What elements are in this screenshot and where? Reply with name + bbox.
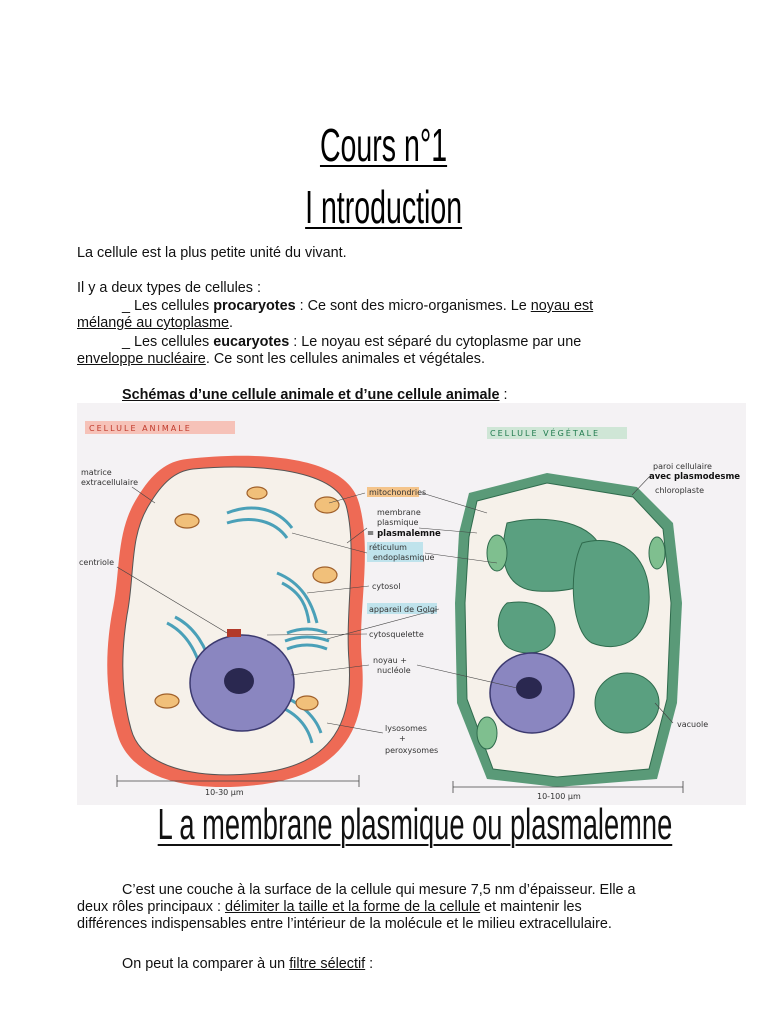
label-membrane: membrane: [377, 508, 421, 517]
label-mitochondries: mitochondries: [369, 488, 427, 497]
schema-caption-line: [77, 387, 677, 404]
intro-title: I ntroduction: [305, 181, 463, 233]
filter-paragraph: [77, 956, 677, 973]
prok-end: .: [229, 315, 233, 331]
plant-cell-title: CELLULE VÉGÉTALE: [490, 429, 601, 438]
filter-b: :: [365, 956, 374, 972]
label-chloroplaste: chloroplaste: [655, 486, 705, 495]
label-plasmodesme: avec plasmodesme: [649, 472, 741, 482]
filter-underline: filtre sélectif: [289, 956, 366, 972]
types-heading: Il y a deux types de cellules :: [77, 280, 261, 296]
filter-a: On peut la comparer à un: [122, 956, 290, 972]
course-title: Cours n°1: [320, 119, 448, 171]
label-vacuole: vacuole: [677, 720, 709, 729]
intro-title-wrap: [0, 180, 768, 234]
label-paroi: paroi cellulaire: [653, 462, 712, 471]
prok-prefix: _ Les cellules: [122, 298, 214, 314]
euk-mid: : Le noyau est séparé du cytoplasme par une: [289, 334, 582, 350]
euk-underline: enveloppe nucléaire: [77, 351, 206, 367]
schema-caption: Schémas d’une cellule animale et d’une cellule animale: [122, 387, 500, 403]
label-centriole: centriole: [79, 558, 115, 567]
label-cytosol: cytosol: [372, 582, 401, 591]
membrane-p1-c: et maintenir les: [480, 899, 582, 915]
intro-line1: La cellule est la plus petite unité du vivant.: [77, 245, 347, 261]
course-title-wrap: [0, 118, 768, 172]
membrane-title-wrap: [0, 800, 768, 850]
euk-bold: eucaryotes: [213, 334, 290, 350]
label-matrice: matrice: [81, 468, 112, 477]
label-nucleole: nucléole: [377, 666, 411, 675]
prok-underline-2: mélangé au cytoplasme: [77, 315, 229, 331]
scale-animal: 10-30 µm: [205, 788, 244, 797]
prok-underline-1: noyau est: [530, 298, 594, 314]
membrane-p1-a: C’est une couche à la surface de la cellule qui mesure 7,5 nm d’épaisseur. Elle a: [122, 882, 636, 898]
label-extracellulaire: extracellulaire: [81, 478, 139, 487]
label-endoplasmique: endoplasmique: [373, 553, 435, 562]
animal-nucleolus: [224, 668, 254, 694]
prok-bold: procaryotes: [213, 298, 296, 314]
label-reticulum: réticulum: [369, 543, 407, 552]
prok-mid: : Ce sont des micro-organismes. Le: [295, 298, 531, 314]
membrane-p1-b: deux rôles principaux :: [77, 899, 225, 915]
membrane-p1-underline: délimiter la taille et la forme de la cellule: [224, 899, 481, 915]
membrane-title: L a membrane plasmique ou plasmalemne: [157, 800, 673, 849]
label-golgi: appareil de Golgi: [369, 605, 438, 614]
label-plasmalemne: = plasmalemne: [367, 529, 441, 539]
label-plasmique: plasmique: [377, 518, 419, 527]
membrane-paragraph: [77, 882, 697, 933]
cell-diagram: [77, 403, 746, 805]
scale-plant: 10-100 µm: [537, 792, 581, 801]
label-lysosomes: lysosomes: [385, 724, 427, 733]
label-plus: +: [399, 734, 406, 743]
prokaryote-paragraph: [77, 298, 677, 332]
centriole-shape: [227, 629, 241, 637]
eukaryote-paragraph: [77, 334, 677, 368]
label-cytosquelette: cytosquelette: [369, 630, 424, 639]
euk-end: . Ce sont les cellules animales et végétales.: [205, 351, 485, 367]
membrane-p1-d: différences indispensables entre l’intérieur de la molécule et le milieu extracellulaire.: [77, 916, 612, 932]
label-peroxysomes: peroxysomes: [385, 746, 439, 755]
plant-nucleolus: [516, 677, 542, 699]
schema-colon: :: [499, 387, 508, 403]
animal-cell-title: CELLULE ANIMALE: [89, 424, 192, 433]
label-noyau: noyau +: [373, 656, 407, 665]
euk-prefix: _ Les cellules: [122, 334, 214, 350]
